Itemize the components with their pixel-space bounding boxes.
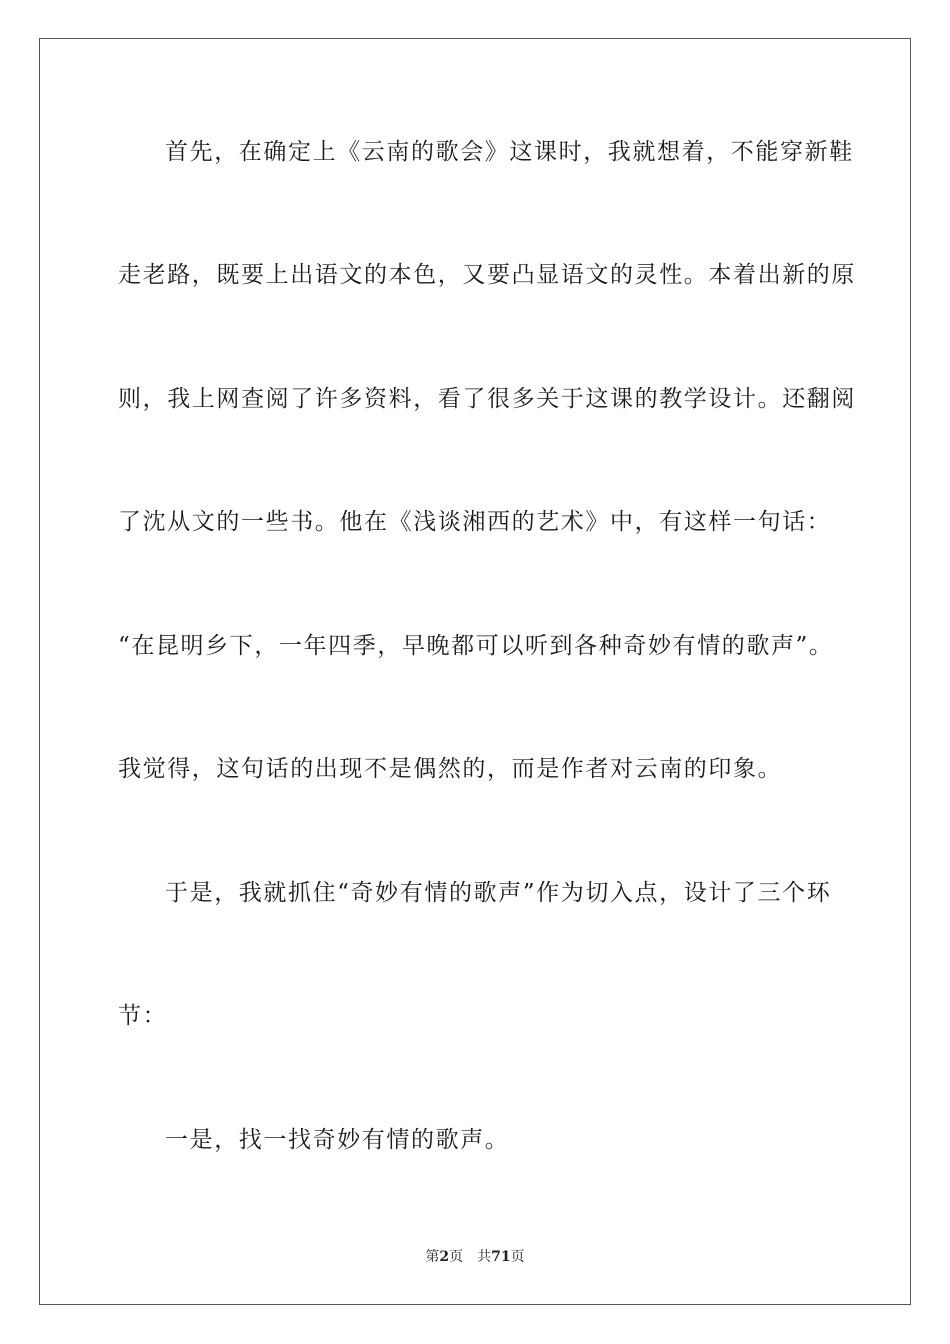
text-line-9: 一是，找一找奇妙有情的歌声。	[165, 1127, 510, 1153]
text-line-1: 首先，在确定上《云南的歌会》这课时，我就想着，不能穿新鞋	[165, 139, 854, 165]
footer-total-prefix: 共	[477, 1249, 492, 1265]
footer-page-number: 2	[439, 1249, 450, 1265]
footer-page-prefix: 第	[425, 1249, 440, 1265]
footer-total-pages: 71	[491, 1249, 511, 1265]
page-footer	[0, 1248, 950, 1266]
text-line-8: 节：	[118, 1003, 168, 1029]
text-line-6: 我觉得，这句话的出现不是偶然的，而是作者对云南的印象。	[118, 756, 783, 782]
text-line-5: “在昆明乡下，一年四季，早晚都可以听到各种奇妙有情的歌声”。	[118, 633, 834, 659]
text-line-3: 则，我上网查阅了许多资料，看了很多关于这课的教学设计。还翻阅	[118, 386, 856, 412]
text-line-4: 了沈从文的一些书。他在《浅谈湘西的艺术》中，有这样一句话：	[118, 509, 832, 535]
footer-total-suffix: 页	[510, 1249, 525, 1265]
page-border	[39, 38, 911, 1305]
text-line-7: 于是，我就抓住“奇妙有情的歌声”作为切入点，设计了三个环	[165, 880, 832, 906]
text-line-2: 走老路，既要上出语文的本色，又要凸显语文的灵性。本着出新的原	[118, 262, 856, 288]
footer-page-suffix: 页	[449, 1249, 464, 1265]
